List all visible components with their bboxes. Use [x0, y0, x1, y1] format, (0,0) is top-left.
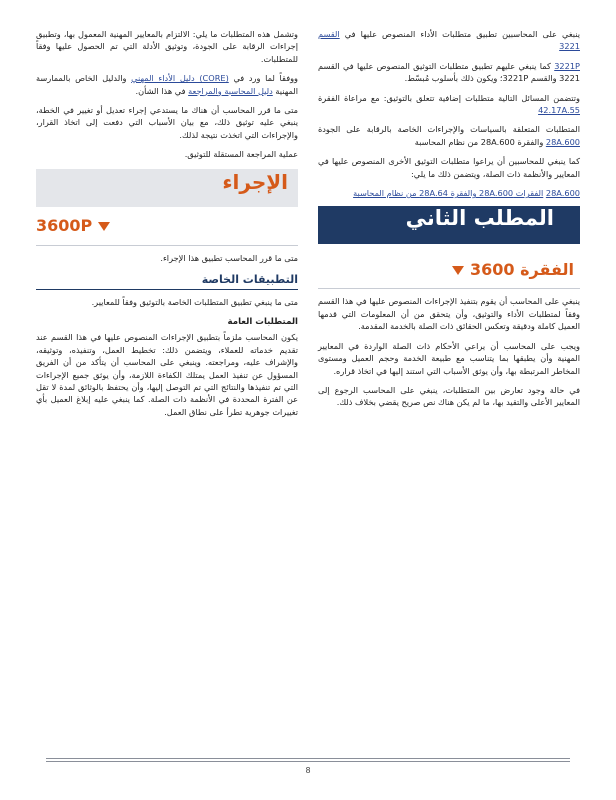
reference-link[interactable]: 28A.600	[545, 188, 580, 199]
divider	[318, 288, 580, 289]
minor-heading: المتطلبات العامة	[227, 316, 298, 327]
paragraph-text: والفقرة 28A.600 من نظام المحاسبة	[414, 136, 544, 147]
reference-link[interactable]: القسم 3221	[318, 29, 580, 52]
paragraph: ويجب على المحاسب أن يراعي الأحكام ذات الصلة الواردة في المعايير المهنية وأن يطبقها بما يتناسب مع طبيعة الخدمة وحجم العميل ومستوى المخاطر المرتبطة بها، وأن يوثق الأسباب التي استند إليها في اتخاذ قراره.	[318, 340, 580, 376]
band-title: الإجراء	[222, 169, 288, 194]
code-heading	[36, 211, 298, 243]
reference-link[interactable]: دليل المحاسبة والمراجعة	[188, 85, 273, 96]
reference-link[interactable]: 3221P	[554, 60, 580, 71]
code-heading	[318, 254, 580, 286]
paragraph: وتشمل هذه المتطلبات ما يلي: الالتزام بالمعايير المهنية المعمول بها، وتطبيق إجراءات الرقابة على الجودة، وتوثيق الأدلة التي تم الحصول عليها وفقاً للمتطلبات.	[36, 29, 298, 64]
paragraph	[318, 28, 580, 53]
reference-link[interactable]: 42.17A.55	[538, 105, 580, 116]
paragraph: متى ما قرر المحاسب تطبيق هذا الإجراء.	[160, 252, 298, 263]
triangle-down-icon	[452, 266, 464, 275]
reference-link[interactable]: الفقرات 28A.600 والفقرة 28A.64 من نظام المحاسبة	[353, 188, 544, 199]
left-column	[36, 28, 298, 425]
right-column	[318, 28, 580, 416]
paragraph	[318, 123, 580, 148]
paragraph: عملية المراجعة المستقلة للتوثيق.	[184, 149, 298, 160]
paragraph: في حالة وجود تعارض بين المتطلبات، ينبغي على المحاسب الرجوع إلى المعايير الأعلى والتقيد بها، ما لم يكن هناك نص صريح يقضي بخلاف ذلك.	[318, 384, 580, 408]
paragraph: ينبغي على المحاسب أن يقوم بتنفيذ الإجراءات المنصوص عليها في هذا القسم وفقاً لمتطلبات الأداء والتوثيق، وأن يتحقق من أن المعلومات التي قدمها العميل كاملة ودقيقة وتعكس الحقائق ذات الصلة بالخدمة المقدمة.	[318, 296, 580, 332]
paragraph: كما ينبغي للمحاسبين أن يراعوا متطلبات التوثيق الأخرى المنصوص عليها في المعايير والأنظمة ذات الصلة، ويتضمن ذلك ما يلي:	[318, 156, 580, 179]
code-title: 3600P	[36, 216, 93, 236]
paragraph	[318, 187, 580, 199]
paragraph	[318, 60, 580, 85]
paragraph-text: ينبغي على المحاسبين تطبيق متطلبات الأداء المنصوص عليها في	[344, 29, 581, 39]
paragraph-text: في هذا الشأن.	[135, 85, 186, 96]
paragraph	[318, 92, 580, 117]
reference-link[interactable]: 28A.600	[545, 136, 580, 147]
paragraph: متى ما قرر المحاسب أن هناك ما يستدعي إجراء تعديل أو تغيير في الخطة، ينبغي عليه توثيق ذلك، مع بيان الأسباب التي دفعت إلى اتخاذ القرار، والإجراءات التي اتخذت نتيجة لذلك.	[36, 105, 298, 140]
paragraph	[36, 72, 298, 97]
paragraph-text: وتتضمن المسائل التالية متطلبات إضافية تتعلق بالتوثيق:	[383, 92, 581, 103]
code-title: الفقرة 3600	[469, 260, 574, 280]
footer-rule	[46, 761, 570, 762]
paragraph-text: كما ينبغي عليهم تطبيق متطلبات التوثيق المنصوص عليها في القسم 3221 والقسم 3221P؛ ويكون ذلك بأسلوب مُبسّط.	[318, 60, 580, 84]
paragraph-text: مع مراعاة الفقرة	[318, 92, 380, 103]
paragraph: متى ما ينبغي تطبيق المتطلبات الخاصة بالتوثيق وفقاً للمعايير.	[91, 297, 298, 308]
section-band: المطلب الثاني	[318, 206, 580, 244]
section-band	[36, 169, 298, 207]
subheading: التطبيقات الخاصة	[36, 274, 298, 290]
paragraph-text: ووفقاً لما ورد في	[233, 73, 299, 84]
paragraph-text: المتطلبات المتعلقة بالسياسات والإجراءات الخاصة بالرقابة على الجودة	[318, 124, 580, 135]
paragraph-text: والدليل الخاص بالممارسة المهنية	[36, 73, 298, 96]
triangle-down-icon	[98, 222, 110, 231]
page-number: 8	[305, 766, 311, 775]
paragraph: يكون المحاسب ملزماً بتطبيق الإجراءات المنصوص عليها في هذا القسم عند تقديم خدماته للعملاء، ويتضمن ذلك: تخطيط العمل، وتنفيذه، وتوثيقه، والإشراف عليه، ومراجعته. وينبغي على المحاسب أن يتأكد من أن الفريق المسؤول عن تنفيذ العمل يمتلك الكفاءة اللازمة، وأن يوثق جميع الإجراءات التي تم تنفيذها والنتائج التي تم التوصل إليها، وأن يحتفظ بالوثائق لمدة لا تقل عن الفترة المحددة في الأنظمة ذات الصلة. كما ينبغي عليه إبلاغ العميل بأي تغييرات جوهرية تطرأ على نطاق العمل.	[36, 332, 298, 417]
reference-link[interactable]: (CORE) دليل الأداء المهني	[131, 73, 229, 84]
footer-rule	[46, 758, 570, 759]
divider	[36, 245, 298, 246]
